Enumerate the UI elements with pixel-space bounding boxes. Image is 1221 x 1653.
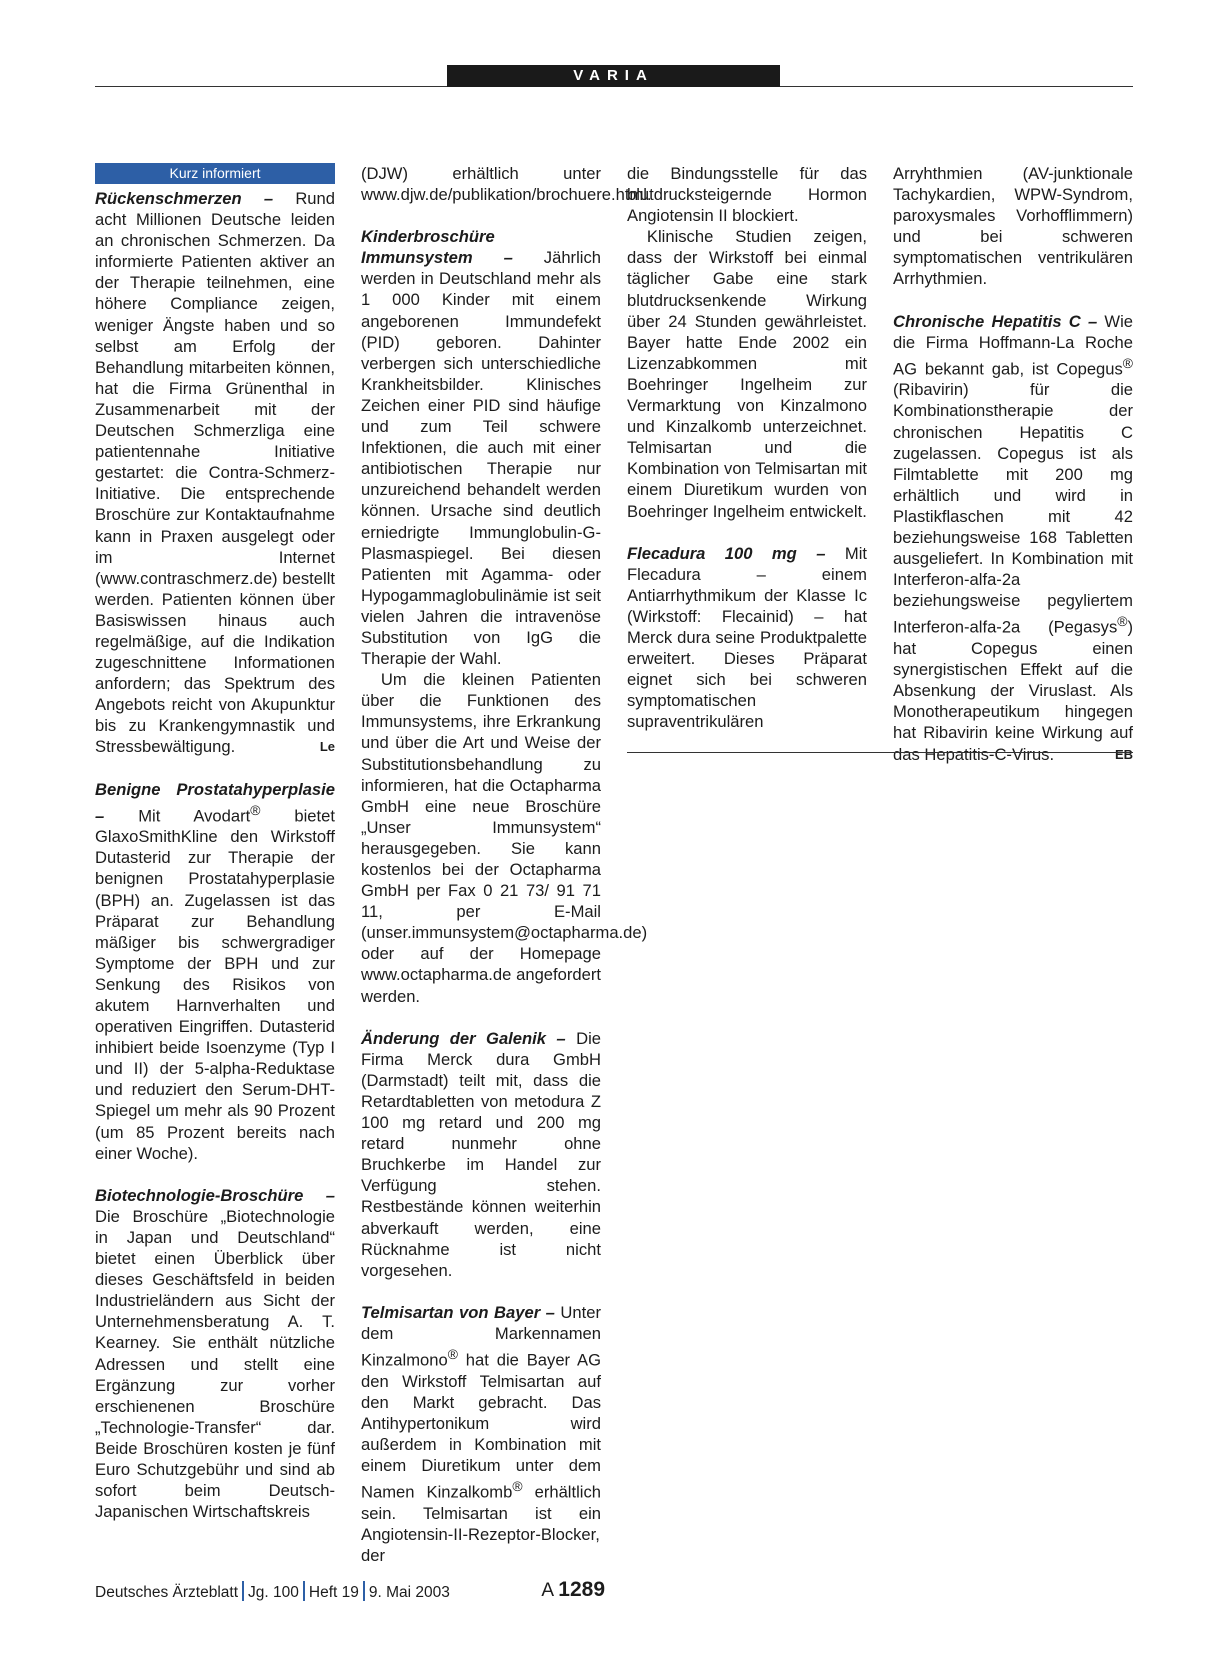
article-heading: Flecadura 100 mg – — [627, 543, 826, 563]
page-number: A 1289 — [541, 1578, 605, 1601]
article-biotechnologie: Biotechnologie-Broschüre – Die Broschüre „Biotechnologie in Japan und Deutschland“ bietet einen Überblick über dieses Geschäftsfeld in beiden Industrieländern aus Sicht der Unternehmensberatung A. T. Kearney. Sie enthält nützliche Adressen und stellt eine Ergänzung zur vorher erschienenen Broschüre „Technologie-Transfer“ dar. Beide Broschüren kosten je fünf Euro Schutzgebühr und sind ab sofort beim Deutsch-Japanischen Wirtschaftskreis — [95, 1185, 335, 1522]
author-signature: Le — [319, 739, 335, 755]
article-heading: Änderung der Galenik – — [361, 1028, 566, 1048]
article-kinderbroschuere: Kinderbroschüre Immunsystem – Jährlich werden in Deutschland mehr als 1 000 Kinder mit einem angeborenen Immundefekt (PID) geboren. Dahinter verbergen sich unterschiedliche Krankheitsbilder. Klinisches Zeichen einer PID sind häufige und zum Teil schwere Infektionen, die auch mit einer antibiotischen Therapie nur unzureichend behandelt werden können. Ursache sind deutlich erniedrigte Immunglobulin-G-Plasmaspiegel. Bei diesen Patienten mit Agamma- oder Hypogammaglobulinämie ist seit vielen Jahren die intravenöse Substitution von IgG die Therapie der Wahl. — [361, 227, 601, 669]
article-heading: Rückenschmerzen – — [95, 189, 274, 208]
kurz-informiert-badge: Kurz informiert — [95, 163, 335, 184]
article-biotechnologie-continued: (DJW) erhältlich unter www.djw.de/publikation/brochuere.html. — [361, 164, 652, 205]
article-heading: Biotechnologie-Broschüre – — [95, 1185, 335, 1205]
section-label: VARIA — [447, 65, 780, 87]
article-prostatahyperplasie: Benigne Prostatahyperplasie – Mit Avodart® bietet GlaxoSmithKline den Wirkstoff Dutasterid zur Therapie der benignen Prostatahyperplasie (BPH) an. Zugelassen ist das Präparat zur Behandlung mäßiger bis schwergradiger Symptome der BPH und zur Senkung des Risikos von akutem Harnverhalten und operativen Eingriffen. Dutasterid inhibiert beide Isoenzyme (Typ I und II) der 5-alpha-Reduktase und reduziert den Serum-DHT-Spiegel um mehr als 90 Prozent (um 85 Prozent bereits nach einer Woche). — [95, 779, 335, 1163]
footer-separator — [303, 1581, 305, 1601]
journal-volume: Jg. 100 — [248, 1584, 299, 1601]
column-2 — [361, 163, 652, 1587]
column-3 — [627, 163, 867, 732]
page-footer — [95, 1578, 605, 1605]
footer-separator — [242, 1581, 244, 1601]
article-heading: Benigne Prostatahyperplasie – — [95, 779, 335, 826]
article-telmisartan-continued: die Bindungsstelle für das blutdrucksteigernde Hormon Angiotensin II blockiert. — [627, 164, 867, 226]
article-heading: Kinderbroschüre Immunsystem – — [361, 227, 513, 268]
article-telmisartan-paragraph-2: Klinische Studien zeigen, dass der Wirkstoff bei einmal täglicher Gabe eine stark blutdrucksenkende Wirkung über 24 Stunden gewährleistet. Bayer hatte Ende 2002 ein Lizenzabkommen mit Boehringer Ingelheim zur Vermarktung von Kinzalmono und Kinzalkomb unterzeichnet. Telmisartan und die Kombination von Telmisartan mit einem Diuretikum wurden von Boehringer Ingelheim entwickelt. — [627, 227, 867, 521]
author-signature: EB — [1114, 746, 1133, 762]
article-telmisartan: Telmisartan von Bayer – Unter dem Markennamen Kinzalmono® hat die Bayer AG den Wirkstoff Telmisartan auf den Markt gebracht. Das Antihypertonikum wird außerdem in Kombination mit einem Diuretikum unter dem Namen Kinzalkomb® erhältlich sein. Telmisartan ist ein Angiotensin-II-Rezeptor-Blocker, der — [361, 1302, 602, 1565]
article-galenik: Änderung der Galenik – Die Firma Merck dura GmbH (Darmstadt) teilt mit, dass die Retardtabletten von metodura Z 100 mg retard und 200 mg retard nunmehr ohne Bruchkerbe im Handel zur Verfügung stehen. Restbestände können weiterhin abverkauft werden, eine Rücknahme ist nicht vorgesehen. — [361, 1028, 601, 1280]
journal-issue: Heft 19 — [308, 1584, 359, 1601]
article-rueckenschmerzen: Rückenschmerzen – Rund acht Millionen Deutsche leiden an chronischen Schmerzen. Da informierte Patienten aktiver an der Therapie teilnehmen, eine höhere Compliance zeigen, weniger Ängste haben und so selbst am Erfolg der Behandlung mitarbeiten können, hat die Firma Grünenthal in Zusammenarbeit mit der Deutschen Schmerzliga eine patientennahe Initiative gestartet: die Contra-Schmerz-Initiative. Die entsprechende Broschüre zur Kontaktaufnahme kann in Praxen ausgelegt oder im Internet (www.contraschmerz.de) bestellt werden. Patienten können über Basiswissen hinaus auch regelmäßige, auf die Indikation zugeschnittene Informationen anfordern; das Spektrum des Angebots reicht von Akupunktur bis zu Krankengymnastik und Stressbewältigung. Le — [95, 189, 335, 757]
article-kinderbroschuere-paragraph-2: Um die kleinen Patienten über die Funktionen des Immunsystems, ihre Erkrankung und über die Art und Weise der Substitutionsbehandlung zu informieren, hat die Octapharma GmbH eine neue Broschüre „Unser Immunsystem“ herausgegeben. Sie kann kostenlos bei der Octapharma GmbH per Fax 0 21 73/ 91 71 11, per E-Mail (unser.immunsystem@octapharma.de) oder auf der Homepage www.octapharma.de angefordert werden. — [361, 670, 648, 1006]
journal-name: Deutsches Ärzteblatt — [95, 1584, 239, 1601]
article-heading: Chronische Hepatitis C – — [893, 311, 1098, 331]
footer-separator — [363, 1581, 365, 1601]
column-4 — [893, 163, 1133, 765]
article-flecadura: Flecadura 100 mg – Mit Flecadura – einem Antiarrhythmikum der Klasse Ic (Wirkstoff: Flecainid) – hat Merck dura seine Produktpalette erweitert. Dieses Präparat eignet sich bei schweren symptomatischen supraventrikulären — [627, 543, 867, 732]
issue-date: 9. Mai 2003 — [368, 1584, 450, 1601]
article-flecadura-continued: Arryhthmien (AV-junktionale Tachykardien, WPW-Syndrom, paroxysmales Vorhofflimmern) und bei schweren symptomatischen ventrikulären Arrhythmien. — [893, 164, 1133, 289]
column-3-4-end-rule — [627, 752, 1133, 753]
article-heading: Telmisartan von Bayer – — [361, 1302, 555, 1322]
column-1 — [95, 163, 335, 1543]
article-hepatitis-c: Chronische Hepatitis C – Wie die Firma Hoffmann-La Roche AG bekannt gab, ist Copegus® (Ribavirin) für die Kombinationstherapie der chronischen Hepatitis C zugelassen. Copegus ist als Filmtablette mit 200 mg erhältlich und wird in Plastikflaschen mit 42 beziehungsweise 168 Tabletten ausgeliefert. In Kombination mit Interferon-alfa-2a beziehungsweise pegyliertem Interferon-alfa-2a (Pegasys®) hat Copegus einen synergistischen Effekt auf die Absenkung der Viruslast. Als Monotherapeutikum hingegen hat Ribavirin keine Wirkung auf das Hepatitis-C-Virus. EB — [893, 311, 1134, 764]
